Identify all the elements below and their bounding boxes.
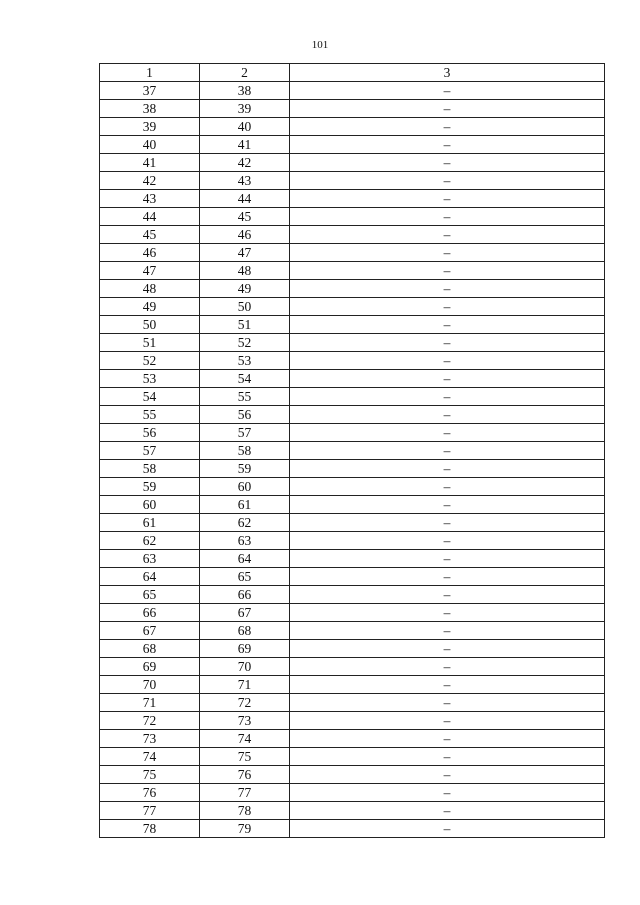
- table-row: [100, 208, 605, 226]
- table-cell-col-3: –: [290, 550, 605, 568]
- table-cell-col-3: –: [290, 424, 605, 442]
- table-cell-col-3: –: [290, 334, 605, 352]
- table-cell-col-3: –: [290, 820, 605, 838]
- table-cell-col-2: 64: [200, 550, 290, 568]
- table-row: [100, 172, 605, 190]
- table-cell-col-3: –: [290, 676, 605, 694]
- table-row: [100, 226, 605, 244]
- table-cell-col-2: 70: [200, 658, 290, 676]
- table-cell-col-3: –: [290, 604, 605, 622]
- table-cell-col-3: –: [290, 442, 605, 460]
- table-cell-col-1: 44: [100, 208, 200, 226]
- table-cell-col-1: 61: [100, 514, 200, 532]
- table-row: [100, 370, 605, 388]
- table-cell-col-3: –: [290, 640, 605, 658]
- table-cell-col-1: 64: [100, 568, 200, 586]
- table-row: [100, 334, 605, 352]
- table-cell-col-2: 67: [200, 604, 290, 622]
- table-cell-col-1: 45: [100, 226, 200, 244]
- table-cell-col-2: 68: [200, 622, 290, 640]
- table-cell-col-1: 76: [100, 784, 200, 802]
- table-row: [100, 298, 605, 316]
- table-cell-col-3: –: [290, 208, 605, 226]
- column-header-2: 2: [200, 64, 290, 82]
- table-row: [100, 820, 605, 838]
- table-row: [100, 712, 605, 730]
- table-cell-col-1: 67: [100, 622, 200, 640]
- table-cell-col-3: –: [290, 694, 605, 712]
- table-cell-col-1: 55: [100, 406, 200, 424]
- table-cell-col-2: 78: [200, 802, 290, 820]
- table-cell-col-3: –: [290, 82, 605, 100]
- table-cell-col-1: 56: [100, 424, 200, 442]
- table-cell-col-2: 69: [200, 640, 290, 658]
- table-row: [100, 442, 605, 460]
- table-cell-col-1: 70: [100, 676, 200, 694]
- table-cell-col-3: –: [290, 784, 605, 802]
- table-cell-col-3: –: [290, 496, 605, 514]
- table-cell-col-1: 50: [100, 316, 200, 334]
- table-cell-col-2: 53: [200, 352, 290, 370]
- table-row: [100, 658, 605, 676]
- table-cell-col-1: 66: [100, 604, 200, 622]
- column-header-3: 3: [290, 64, 605, 82]
- table-cell-col-3: –: [290, 100, 605, 118]
- table-cell-col-2: 45: [200, 208, 290, 226]
- table-cell-col-3: –: [290, 352, 605, 370]
- table-cell-col-2: 43: [200, 172, 290, 190]
- table-cell-col-2: 55: [200, 388, 290, 406]
- table-cell-col-2: 40: [200, 118, 290, 136]
- table-cell-col-1: 42: [100, 172, 200, 190]
- table-cell-col-1: 48: [100, 280, 200, 298]
- table-cell-col-3: –: [290, 118, 605, 136]
- table-cell-col-3: –: [290, 622, 605, 640]
- table-cell-col-2: 50: [200, 298, 290, 316]
- table-cell-col-2: 41: [200, 136, 290, 154]
- page-number: 101: [311, 39, 329, 51]
- table-row: [100, 82, 605, 100]
- table-cell-col-2: 75: [200, 748, 290, 766]
- table-row: [100, 802, 605, 820]
- table-cell-col-2: 73: [200, 712, 290, 730]
- table-cell-col-3: –: [290, 802, 605, 820]
- table-row: [100, 676, 605, 694]
- table-cell-col-2: 52: [200, 334, 290, 352]
- table-cell-col-3: –: [290, 316, 605, 334]
- table-cell-col-3: –: [290, 748, 605, 766]
- table-cell-col-2: 74: [200, 730, 290, 748]
- table-cell-col-1: 74: [100, 748, 200, 766]
- table-row: [100, 514, 605, 532]
- table-row: [100, 352, 605, 370]
- table-cell-col-3: –: [290, 262, 605, 280]
- table-row: [100, 730, 605, 748]
- table-row: [100, 460, 605, 478]
- table-cell-col-1: 71: [100, 694, 200, 712]
- table-row: [100, 694, 605, 712]
- table-cell-col-3: –: [290, 298, 605, 316]
- data-table: [99, 63, 605, 838]
- table-row: [100, 118, 605, 136]
- table-cell-col-1: 75: [100, 766, 200, 784]
- table-row: [100, 604, 605, 622]
- table-row: [100, 622, 605, 640]
- table-cell-col-1: 51: [100, 334, 200, 352]
- table-cell-col-2: 58: [200, 442, 290, 460]
- table-cell-col-1: 72: [100, 712, 200, 730]
- table-cell-col-1: 60: [100, 496, 200, 514]
- table-cell-col-2: 42: [200, 154, 290, 172]
- table-cell-col-3: –: [290, 730, 605, 748]
- table-cell-col-2: 44: [200, 190, 290, 208]
- table-row: [100, 766, 605, 784]
- table-body: [100, 82, 605, 838]
- table-cell-col-2: 59: [200, 460, 290, 478]
- table-cell-col-1: 40: [100, 136, 200, 154]
- table-cell-col-1: 39: [100, 118, 200, 136]
- table-cell-col-3: –: [290, 586, 605, 604]
- table-cell-col-3: –: [290, 766, 605, 784]
- table-cell-col-2: 56: [200, 406, 290, 424]
- table-cell-col-3: –: [290, 712, 605, 730]
- table-row: [100, 424, 605, 442]
- table-cell-col-1: 52: [100, 352, 200, 370]
- table-cell-col-3: –: [290, 406, 605, 424]
- table-cell-col-1: 73: [100, 730, 200, 748]
- table-cell-col-2: 51: [200, 316, 290, 334]
- table-cell-col-1: 59: [100, 478, 200, 496]
- table-cell-col-1: 41: [100, 154, 200, 172]
- table-cell-col-2: 57: [200, 424, 290, 442]
- table-row: [100, 784, 605, 802]
- table-row: [100, 262, 605, 280]
- table-cell-col-2: 46: [200, 226, 290, 244]
- table-cell-col-2: 72: [200, 694, 290, 712]
- table-row: [100, 100, 605, 118]
- table-row: [100, 136, 605, 154]
- table-row: [100, 586, 605, 604]
- table-cell-col-1: 47: [100, 262, 200, 280]
- table-cell-col-2: 62: [200, 514, 290, 532]
- table-cell-col-1: 54: [100, 388, 200, 406]
- table-cell-col-1: 46: [100, 244, 200, 262]
- table-cell-col-3: –: [290, 226, 605, 244]
- table-cell-col-3: –: [290, 388, 605, 406]
- table-cell-col-3: –: [290, 370, 605, 388]
- table-cell-col-3: –: [290, 280, 605, 298]
- table-cell-col-1: 57: [100, 442, 200, 460]
- table-cell-col-2: 77: [200, 784, 290, 802]
- table-cell-col-3: –: [290, 172, 605, 190]
- table-cell-col-2: 65: [200, 568, 290, 586]
- table-cell-col-2: 38: [200, 82, 290, 100]
- table-cell-col-3: –: [290, 658, 605, 676]
- table-cell-col-1: 77: [100, 802, 200, 820]
- table-row: [100, 568, 605, 586]
- table-cell-col-2: 61: [200, 496, 290, 514]
- table-row: [100, 640, 605, 658]
- table-cell-col-1: 53: [100, 370, 200, 388]
- table-cell-col-2: 76: [200, 766, 290, 784]
- table-cell-col-3: –: [290, 244, 605, 262]
- table-cell-col-1: 38: [100, 100, 200, 118]
- table-row: [100, 190, 605, 208]
- table-cell-col-2: 63: [200, 532, 290, 550]
- table-row: [100, 316, 605, 334]
- table-cell-col-1: 78: [100, 820, 200, 838]
- table-cell-col-1: 68: [100, 640, 200, 658]
- column-header-1: 1: [100, 64, 200, 82]
- table-cell-col-3: –: [290, 514, 605, 532]
- table-cell-col-2: 49: [200, 280, 290, 298]
- table-cell-col-1: 62: [100, 532, 200, 550]
- table-row: [100, 532, 605, 550]
- table-row: [100, 280, 605, 298]
- table-cell-col-3: –: [290, 460, 605, 478]
- table-cell-col-1: 69: [100, 658, 200, 676]
- table-cell-col-1: 58: [100, 460, 200, 478]
- table-row: [100, 388, 605, 406]
- table-cell-col-2: 39: [200, 100, 290, 118]
- table-row: [100, 496, 605, 514]
- table-cell-col-3: –: [290, 478, 605, 496]
- table-row: [100, 478, 605, 496]
- table-cell-col-1: 43: [100, 190, 200, 208]
- table-cell-col-1: 63: [100, 550, 200, 568]
- table-cell-col-2: 54: [200, 370, 290, 388]
- table-cell-col-3: –: [290, 190, 605, 208]
- table-cell-col-2: 66: [200, 586, 290, 604]
- table-row: [100, 244, 605, 262]
- table-cell-col-3: –: [290, 154, 605, 172]
- table-cell-col-2: 79: [200, 820, 290, 838]
- table-cell-col-3: –: [290, 568, 605, 586]
- table-cell-col-3: –: [290, 136, 605, 154]
- table-cell-col-1: 65: [100, 586, 200, 604]
- table-row: [100, 406, 605, 424]
- table-cell-col-1: 49: [100, 298, 200, 316]
- table-cell-col-2: 47: [200, 244, 290, 262]
- table-cell-col-2: 60: [200, 478, 290, 496]
- table-row: [100, 748, 605, 766]
- table-cell-col-1: 37: [100, 82, 200, 100]
- table-row: [100, 550, 605, 568]
- table-row: [100, 154, 605, 172]
- table-header-row: [100, 64, 605, 82]
- table-cell-col-3: –: [290, 532, 605, 550]
- table-cell-col-2: 48: [200, 262, 290, 280]
- table-cell-col-2: 71: [200, 676, 290, 694]
